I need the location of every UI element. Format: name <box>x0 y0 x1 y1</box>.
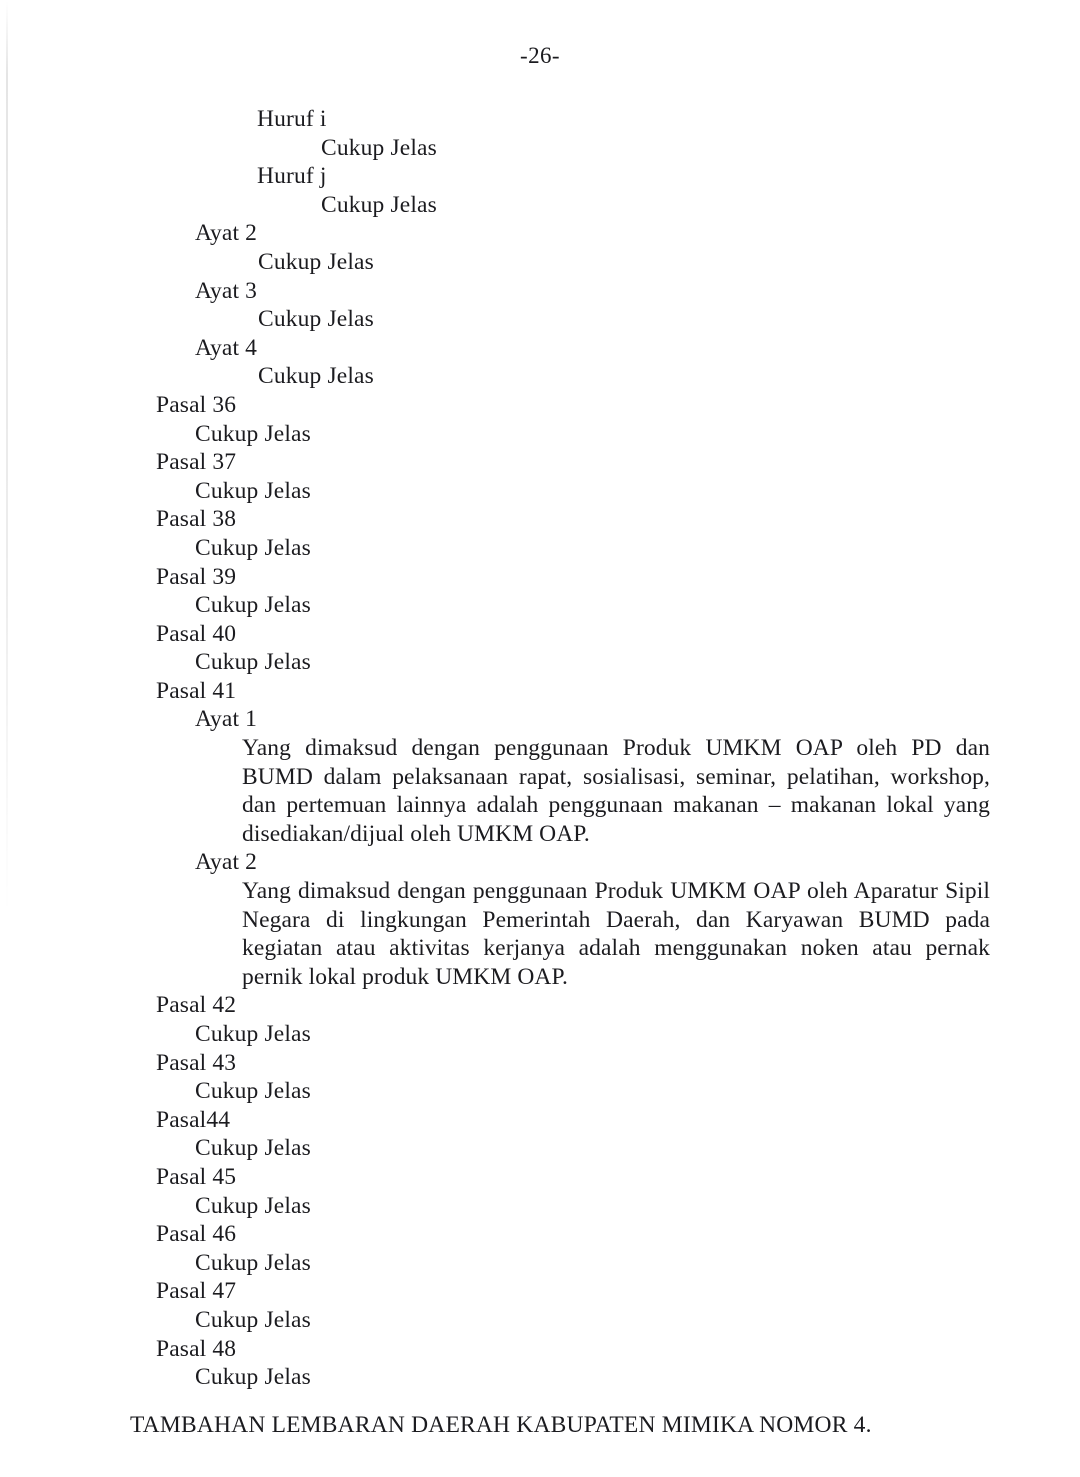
body-line-pasal: Pasal 42 <box>156 992 237 1019</box>
body-line-pasal: Pasal 36 <box>156 391 237 418</box>
body-line-pasal: Pasal 47 <box>156 1278 237 1305</box>
body-line-pasal: Pasal 38 <box>156 506 237 533</box>
body-line-sub1: Cukup Jelas <box>195 649 311 676</box>
page-number: -26- <box>520 43 560 68</box>
body-line-ayat: Ayat 2 <box>195 849 258 876</box>
body-line-sub3: Cukup Jelas <box>321 191 437 218</box>
body-line-sub1: Cukup Jelas <box>195 1249 311 1276</box>
body-paragraph: Yang dimaksud dengan penggunaan Produk UMKM OAP oleh Aparatur Sipil Negara di lingkungan Pemerintah Daerah, dan Karyawan BUMD pada kegiatan atau aktivitas kerjanya adalah menggunakan noken atau pernak pernik lokal produk UMKM OAP. <box>242 878 990 990</box>
document-footer: TAMBAHAN LEMBARAN DAERAH KABUPATEN MIMIKA NOMOR 4. <box>130 1412 872 1438</box>
body-line-huruf: Huruf i <box>257 106 327 132</box>
body-line-sub1: Cukup Jelas <box>195 1306 311 1333</box>
body-line-pasal: Pasal 43 <box>156 1049 237 1076</box>
body-line-pasal: Pasal44 <box>156 1106 231 1133</box>
body-line-pasal: Pasal 48 <box>156 1335 237 1362</box>
body-line-pasal: Pasal 41 <box>156 677 237 704</box>
body-line-huruf: Huruf j <box>257 163 327 190</box>
body-line-pasal: Pasal 40 <box>156 620 237 647</box>
body-line-sub1: Cukup Jelas <box>195 477 311 504</box>
body-line-sub1: Cukup Jelas <box>195 1021 311 1047</box>
body-line-sub2: Cukup Jelas <box>258 363 374 390</box>
body-line-sub1: Cukup Jelas <box>195 1135 311 1162</box>
document-body <box>0 105 1080 1392</box>
body-line-sub1: Cukup Jelas <box>195 534 311 561</box>
body-line-ayat: Ayat 4 <box>195 334 258 361</box>
body-line-pasal: Pasal 46 <box>156 1221 237 1248</box>
body-line-sub2: Cukup Jelas <box>258 306 374 333</box>
body-line-ayat: Ayat 3 <box>195 277 258 304</box>
body-line-sub2: Cukup Jelas <box>258 248 374 275</box>
body-paragraph: Yang dimaksud dengan penggunaan Produk UMKM OAP oleh PD dan BUMD dalam pelaksanaan rapat, sosialisasi, seminar, pelatihan, workshop, dan pertemuan lainnya adalah penggunaan makanan – makanan lokal yang disediakan/dijual oleh UMKM OAP. <box>242 735 990 847</box>
body-line-sub1: Cukup Jelas <box>195 1192 311 1219</box>
body-line-sub1: Cukup Jelas <box>195 420 311 447</box>
body-line-pasal: Pasal 45 <box>156 1163 237 1190</box>
body-line-ayat: Ayat 2 <box>195 220 258 247</box>
body-line-pasal: Pasal 37 <box>156 449 237 476</box>
body-line-sub1: Cukup Jelas <box>195 1364 311 1391</box>
body-line-pasal: Pasal 39 <box>156 563 237 590</box>
body-line-sub1: Cukup Jelas <box>195 592 311 619</box>
body-line-sub1: Cukup Jelas <box>195 1078 311 1105</box>
body-line-sub3: Cukup Jelas <box>321 134 437 161</box>
body-line-ayat: Ayat 1 <box>195 706 258 733</box>
